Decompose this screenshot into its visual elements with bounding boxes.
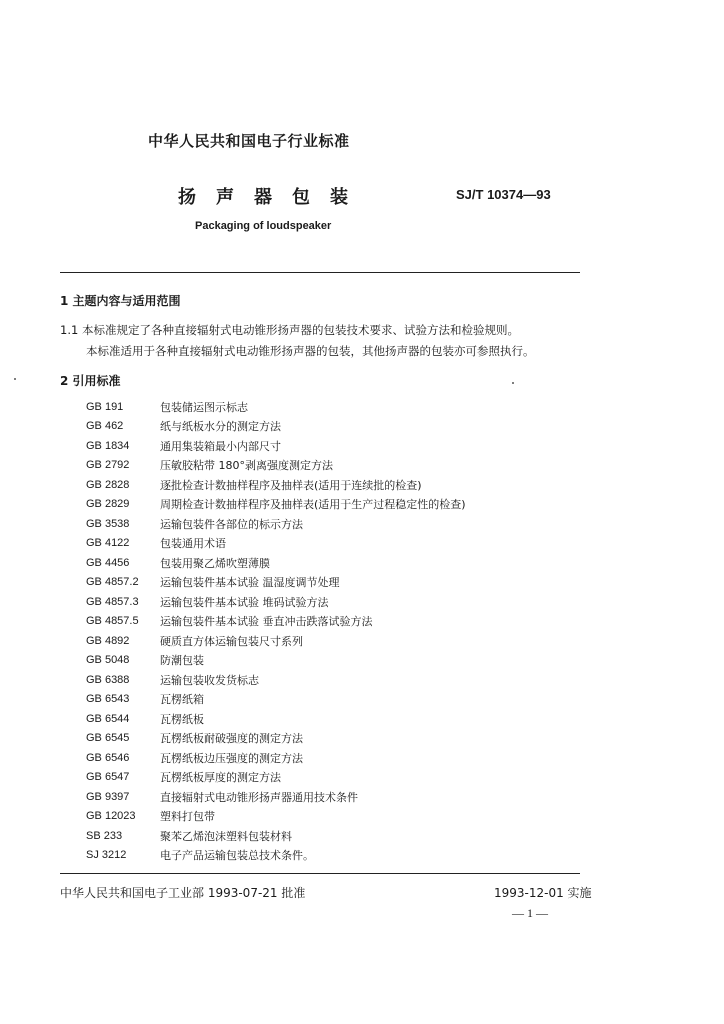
reference-row <box>86 456 466 476</box>
section-heading-2: 2 引用标准 <box>60 374 121 388</box>
reference-title: 直接辐射式电动锥形扬声器通用技术条件 <box>160 790 358 804</box>
reference-code: GB 4892 <box>86 634 130 647</box>
reference-code: GB 9397 <box>86 790 130 803</box>
reference-title: 运输包装件基本试验 堆码试验方法 <box>160 595 329 609</box>
reference-row <box>86 495 466 515</box>
reference-title: 逐批检查计数抽样程序及抽样表(适用于连续批的检查) <box>160 478 422 492</box>
reference-row <box>86 534 466 554</box>
reference-row <box>86 826 466 846</box>
reference-row <box>86 475 466 495</box>
reference-row <box>86 787 466 807</box>
reference-code: GB 4857.2 <box>86 576 139 589</box>
reference-title: 压敏胶粘带 180°剥离强度测定方法 <box>160 459 333 473</box>
reference-code: GB 4857.3 <box>86 595 139 608</box>
reference-row <box>86 397 466 417</box>
reference-code: SJ 3212 <box>86 849 127 862</box>
reference-row <box>86 651 466 671</box>
reference-row <box>86 592 466 612</box>
reference-code: GB 12023 <box>86 810 136 823</box>
reference-title: 包装储运图示标志 <box>160 400 248 414</box>
reference-title: 硬质直方体运输包装尺寸系列 <box>160 634 303 648</box>
reference-title: 瓦楞纸板 <box>160 712 204 726</box>
reference-code: GB 6543 <box>86 693 130 706</box>
reference-title: 瓦楞纸板厚度的测定方法 <box>160 771 281 785</box>
reference-code: GB 191 <box>86 400 124 413</box>
reference-title: 瓦楞纸箱 <box>160 693 204 707</box>
reference-title: 聚苯乙烯泡沫塑料包装材料 <box>160 829 292 843</box>
reference-title: 电子产品运输包装总技术条件。 <box>160 849 314 863</box>
reference-row <box>86 690 466 710</box>
reference-code: GB 6546 <box>86 751 130 764</box>
reference-code: SB 233 <box>86 829 123 842</box>
reference-list <box>86 397 466 865</box>
reference-title: 防潮包装 <box>160 654 204 668</box>
reference-code: GB 2792 <box>86 459 130 472</box>
reference-title: 通用集装箱最小内部尺寸 <box>160 439 281 453</box>
reference-code: GB 2828 <box>86 478 130 491</box>
footer-divider <box>60 873 580 874</box>
reference-row <box>86 436 466 456</box>
reference-row <box>86 807 466 827</box>
reference-title: 塑料打包带 <box>160 810 215 824</box>
header-divider <box>60 272 580 273</box>
scan-speck <box>512 382 514 384</box>
reference-title: 运输包装件基本试验 垂直冲击跌落试验方法 <box>160 615 373 629</box>
reference-row <box>86 670 466 690</box>
section-1-paragraph-2: 本标准适用于各种直接辐射式电动锥形扬声器的包装，其他扬声器的包装亦可参照执行。 <box>86 344 535 358</box>
reference-row <box>86 768 466 788</box>
document-title: 扬声器包装 <box>178 187 368 208</box>
reference-code: GB 6544 <box>86 712 130 725</box>
approval-note: 中华人民共和国电子工业部 1993-07-21 批准 <box>60 886 306 900</box>
reference-code: GB 4456 <box>86 556 130 569</box>
reference-row <box>86 553 466 573</box>
reference-title: 运输包装收发货标志 <box>160 673 259 687</box>
reference-row <box>86 612 466 632</box>
scan-speck <box>14 378 16 380</box>
reference-code: GB 2829 <box>86 498 130 511</box>
reference-code: GB 6545 <box>86 732 130 745</box>
effective-date: 1993-12-01 实施 <box>494 886 592 900</box>
reference-title: 包装用聚乙烯吹塑薄膜 <box>160 556 270 570</box>
reference-row <box>86 573 466 593</box>
reference-row <box>86 417 466 437</box>
reference-code: GB 3538 <box>86 517 130 530</box>
reference-row <box>86 748 466 768</box>
reference-row <box>86 729 466 749</box>
document-header: 中华人民共和国电子行业标准 <box>148 132 350 150</box>
reference-code: GB 4122 <box>86 537 130 550</box>
document-subtitle: Packaging of loudspeaker <box>195 220 332 232</box>
page-number: — 1 — <box>512 906 548 920</box>
reference-title: 运输包装件各部位的标示方法 <box>160 517 303 531</box>
section-heading-1: 1 主题内容与适用范围 <box>60 294 181 308</box>
reference-code: GB 6388 <box>86 673 130 686</box>
reference-title: 瓦楞纸板耐破强度的测定方法 <box>160 732 303 746</box>
reference-code: GB 4857.5 <box>86 615 139 628</box>
reference-code: GB 5048 <box>86 654 130 667</box>
reference-row <box>86 631 466 651</box>
reference-title: 瓦楞纸板边压强度的测定方法 <box>160 751 303 765</box>
section-1-paragraph-1: 1.1 本标准规定了各种直接辐射式电动锥形扬声器的包装技术要求、试验方法和检验规则。 <box>60 323 519 337</box>
reference-title: 纸与纸板水分的测定方法 <box>160 420 281 434</box>
reference-row <box>86 709 466 729</box>
standard-code: SJ/T 10374—93 <box>456 187 551 202</box>
reference-title: 包装通用术语 <box>160 537 226 551</box>
reference-code: GB 6547 <box>86 771 130 784</box>
reference-row <box>86 846 466 866</box>
reference-code: GB 462 <box>86 420 124 433</box>
reference-title: 运输包装件基本试验 温湿度调节处理 <box>160 576 340 590</box>
reference-row <box>86 514 466 534</box>
reference-code: GB 1834 <box>86 439 130 452</box>
reference-title: 周期检查计数抽样程序及抽样表(适用于生产过程稳定性的检查) <box>160 498 466 512</box>
